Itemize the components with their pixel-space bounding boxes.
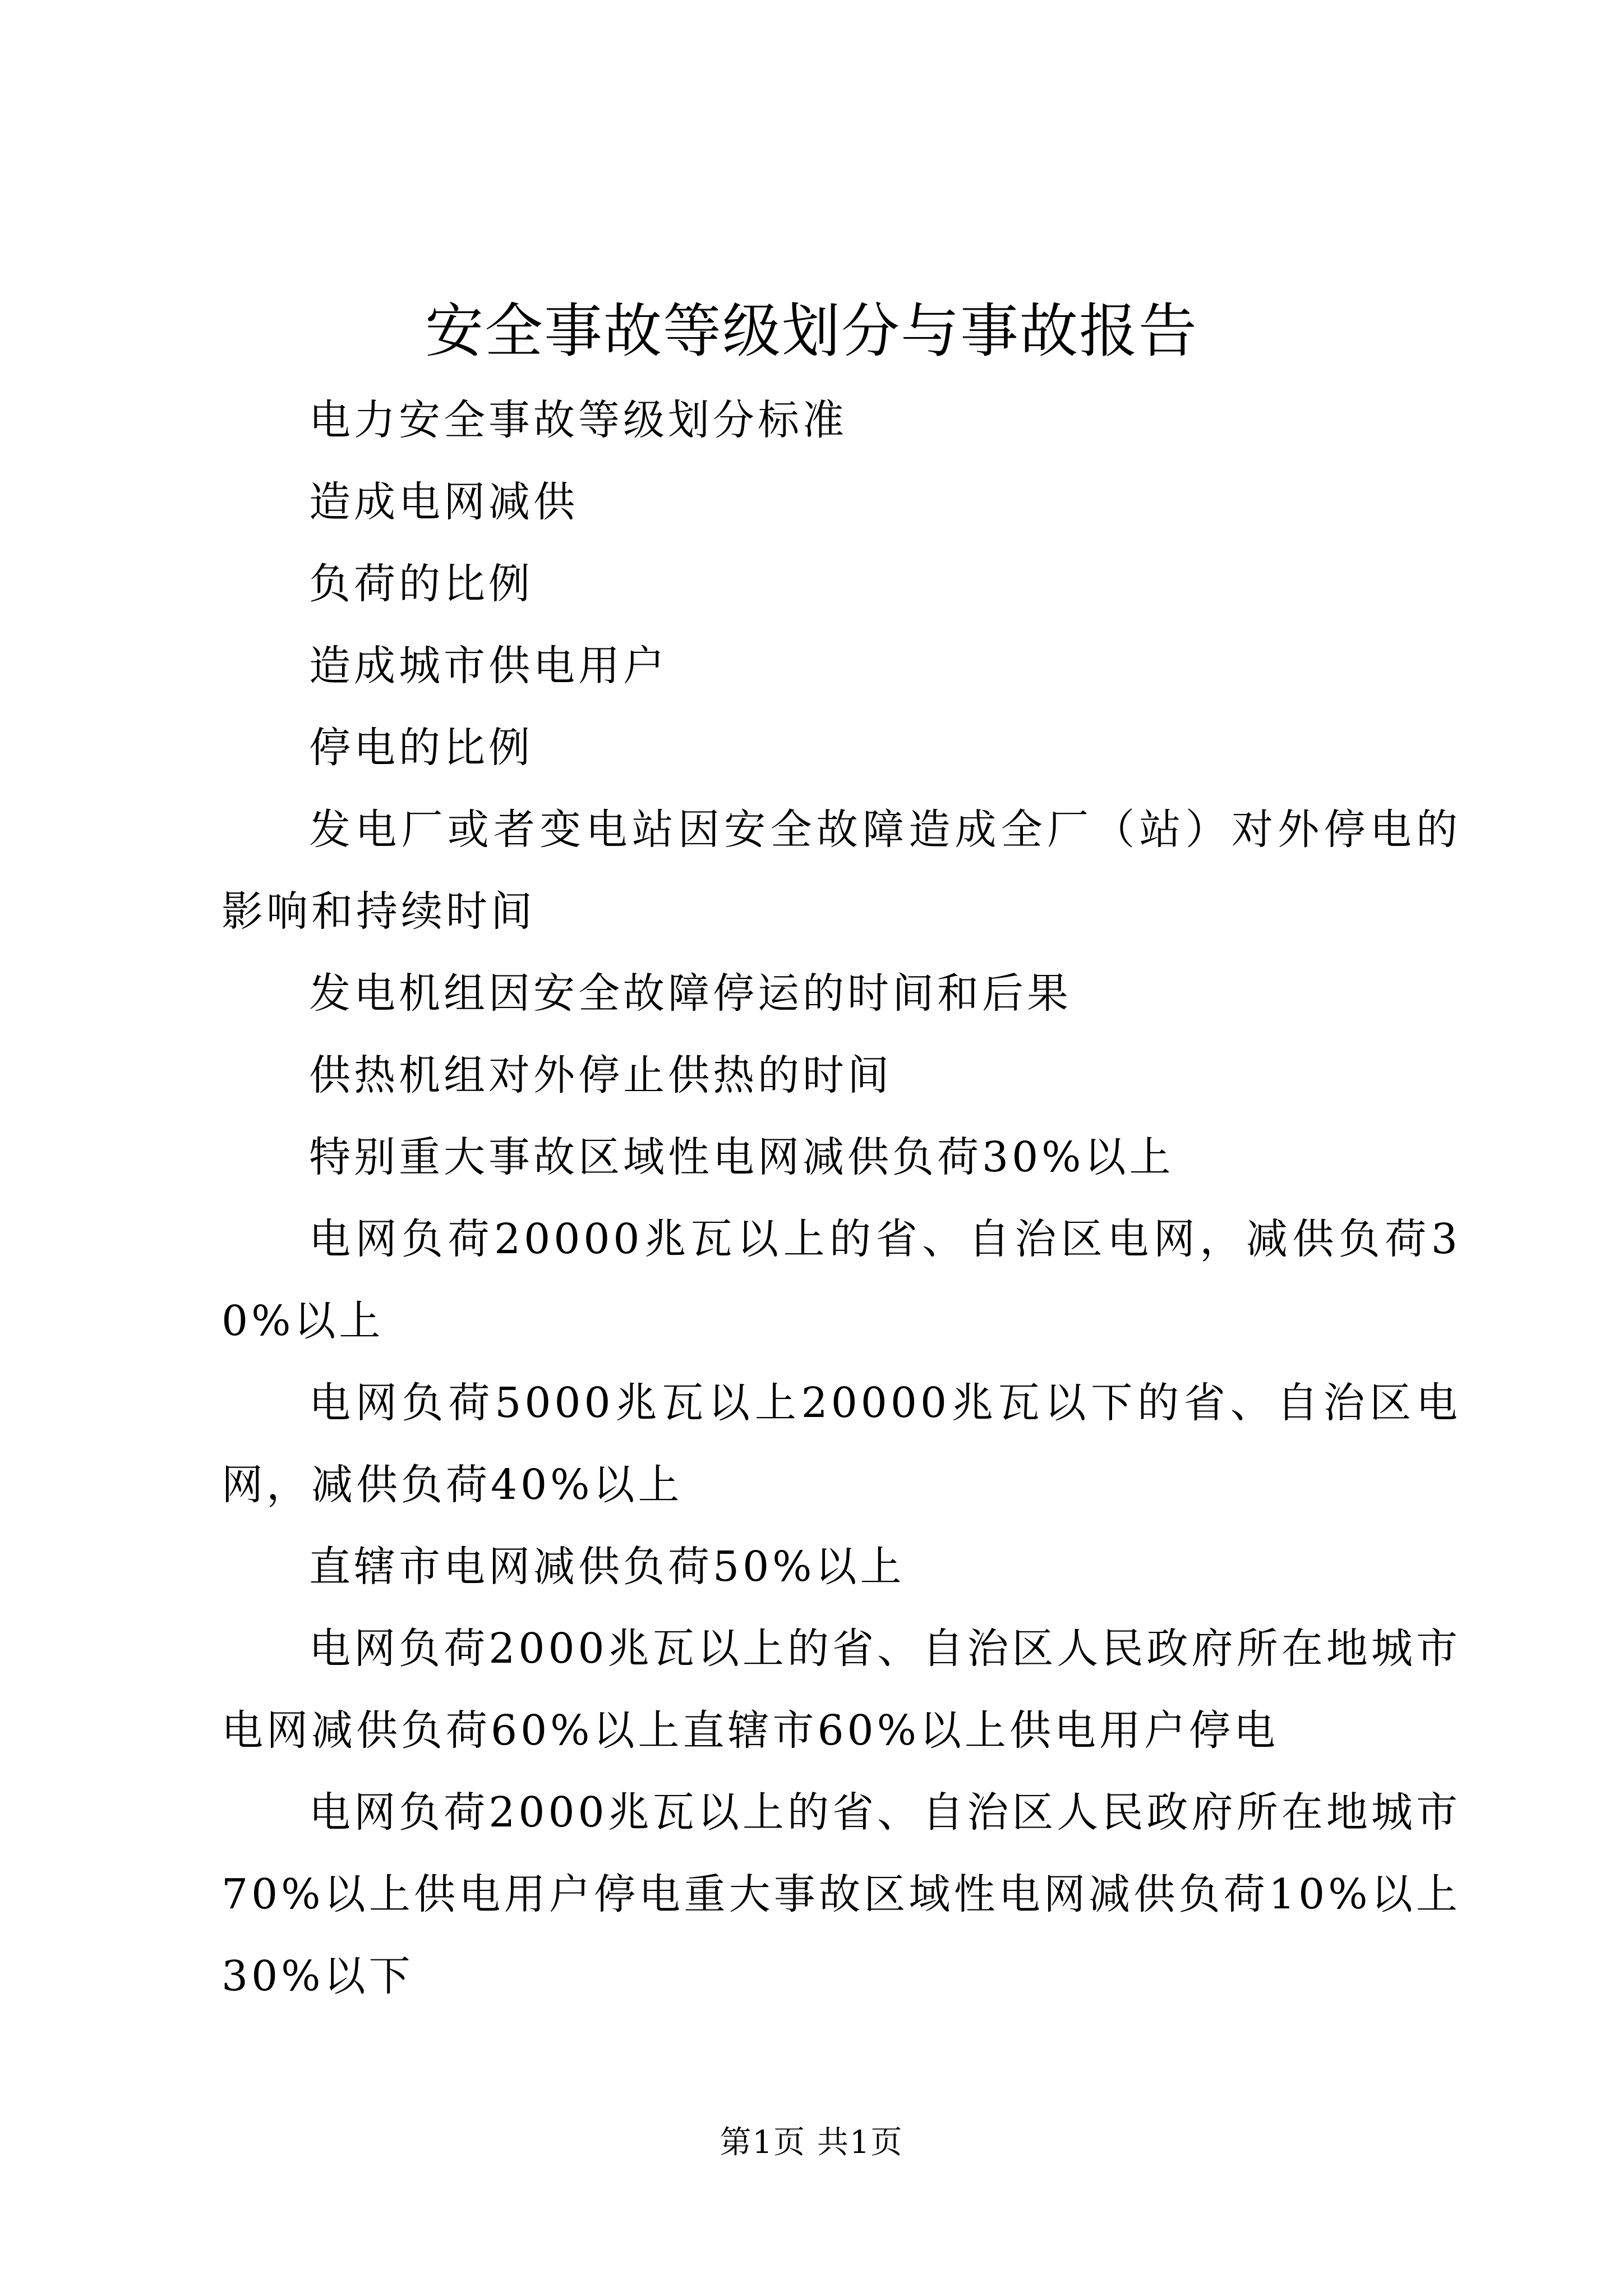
paragraph-13: 电网负荷2000兆瓦以上的省、自治区人民政府所在地城市电网减供负荷60%以上直辖市60%以上供电用户停电 [222,1625,1461,1755]
document-body [222,379,1461,2017]
page-footer: 第1页 共1页 [720,2124,903,2161]
paragraph-11: 电网负荷5000兆瓦以上20000兆瓦以下的省、自治区电网，减供负荷40%以上 [222,1379,1461,1509]
paragraph-10: 电网负荷20000兆瓦以上的省、自治区电网，减供负荷30%以上 [222,1215,1461,1345]
paragraph-1: 电力安全事故等级划分标准 [309,396,847,444]
paragraph-2: 造成电网减供 [309,478,578,526]
paragraph-12: 直辖市电网减供负荷50%以上 [309,1543,905,1591]
paragraph-3: 负荷的比例 [309,560,533,608]
paragraph-4: 造成城市供电用户 [309,642,668,690]
paragraph-7: 发电机组因安全故障停运的时间和后果 [309,969,1072,1018]
paragraph-8: 供热机组对外停止供热的时间 [309,1051,892,1099]
paragraph-9: 特别重大事故区域性电网减供负荷30%以上 [309,1133,1174,1181]
paragraph-14: 电网负荷2000兆瓦以上的省、自治区人民政府所在地城市70%以上供电用户停电重大事故区域性电网减供负荷10%以上30%以下 [222,1788,1461,2000]
paragraph-6: 发电厂或者变电站因安全故障造成全厂（站）对外停电的影响和持续时间 [222,806,1461,936]
document-title: 安全事故等级划分与事故报告 [425,297,1198,365]
paragraph-5: 停电的比例 [309,724,533,772]
